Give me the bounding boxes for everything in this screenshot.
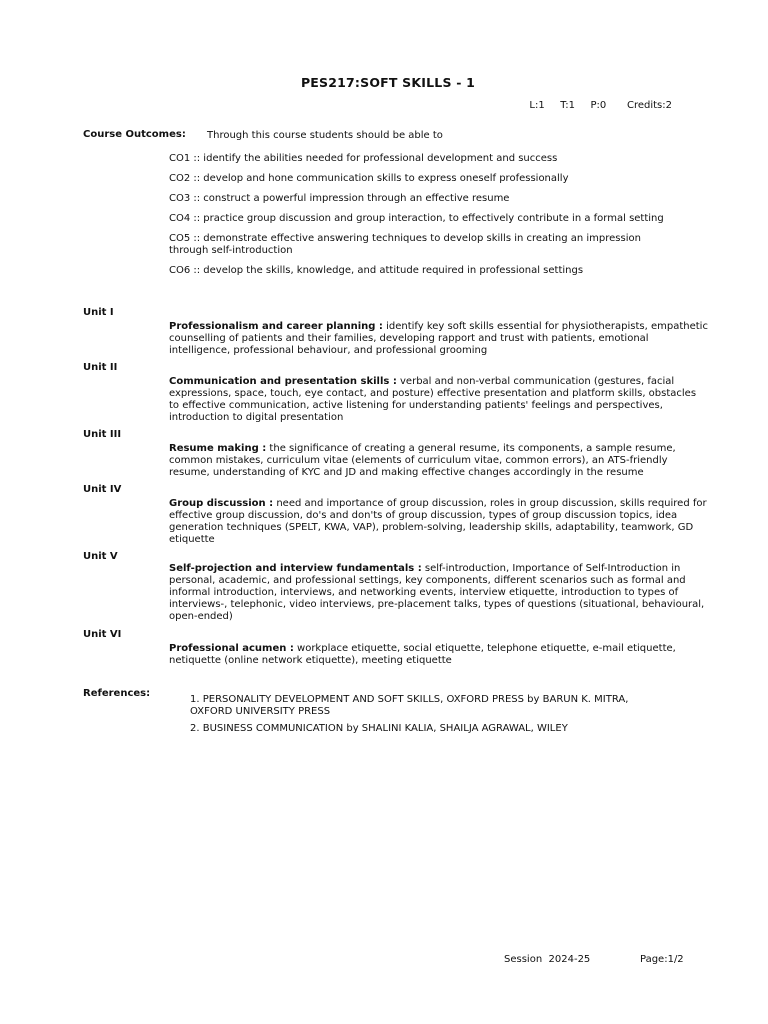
unit-heading: Professional acumen : bbox=[169, 643, 294, 654]
course-outcome-item: CO6 :: develop the skills, knowledge, and attitude required in professional settings bbox=[169, 265, 584, 276]
course-outcome-item: CO2 :: develop and hone communication skills to express oneself professionally bbox=[169, 173, 569, 184]
footer-page-number: Page:1/2 bbox=[640, 954, 684, 965]
references-list bbox=[190, 694, 670, 740]
course-outcomes-label: Course Outcomes: bbox=[83, 129, 186, 140]
unit-description bbox=[169, 443, 709, 479]
unit-text: identify key soft skills essential for physiotherapists, empathetic counselling of patients and their families, developing rapport and trust with patients, emotional intelligence, professional behaviour, and professional grooming bbox=[169, 321, 708, 356]
unit-text: workplace etiquette, social etiquette, telephone etiquette, e-mail etiquette, netiquette (online network etiquette), meeting etiquette bbox=[169, 643, 676, 666]
course-outcome-item: CO1 :: identify the abilities needed for professional development and success bbox=[169, 153, 558, 164]
unit-label: Unit II bbox=[83, 362, 118, 373]
unit-text: self-introduction, Importance of Self-Introduction in personal, academic, and professional settings, key components, different scenarios such as formal and informal introduction, interviews, and networking events, interview etiquette, introduction to types of interviews-, telephonic, video interviews, pre-placement talks, types of questions (situational, behavioural, open-ended) bbox=[169, 563, 705, 622]
unit-description bbox=[169, 563, 709, 623]
reference-item: 1. PERSONALITY DEVELOPMENT AND SOFT SKILLS, OXFORD PRESS by BARUN K. MITRA, OXFORD UNIVERSITY PRESS bbox=[190, 694, 629, 717]
unit-text: need and importance of group discussion, roles in group discussion, skills required for effective group discussion, do's and don'ts of group discussion, types of group discussion topics, idea generation techniques (SPELT, KWA, VAP), problem-solving, leadership skills, adaptability, teamwork, GD etiquette bbox=[169, 498, 707, 545]
unit-label: Unit III bbox=[83, 429, 122, 440]
unit-label: Unit VI bbox=[83, 629, 122, 640]
course-outcome-item: CO5 :: demonstrate effective answering techniques to develop skills in creating an impression through self-introduction bbox=[169, 233, 641, 256]
unit-heading: Professionalism and career planning : bbox=[169, 321, 383, 332]
footer-session: Session 2024-25 bbox=[504, 954, 591, 965]
unit-label: Unit IV bbox=[83, 484, 122, 495]
course-outcome-item: CO3 :: construct a powerful impression through an effective resume bbox=[169, 193, 510, 204]
credits-line: L:1 T:1 P:0 Credits:2 bbox=[529, 100, 672, 111]
course-outcomes-intro: Through this course students should be able to bbox=[207, 130, 443, 141]
unit-description bbox=[169, 321, 709, 357]
unit-heading: Resume making : bbox=[169, 443, 267, 454]
unit-label: Unit V bbox=[83, 551, 118, 562]
reference-item: 2. BUSINESS COMMUNICATION by SHALINI KALIA, SHAILJA AGRAWAL, WILEY bbox=[190, 723, 568, 734]
unit-text: the significance of creating a general resume, its components, a sample resume, common mistakes, curriculum vitae (elements of curriculum vitae, common errors), an ATS-friendly resume, understanding of KYC and JD and making effective changes accordingly in the resume bbox=[169, 443, 676, 478]
unit-heading: Group discussion : bbox=[169, 498, 274, 509]
unit-heading: Self-projection and interview fundamentals : bbox=[169, 563, 422, 574]
page-title: PES217:SOFT SKILLS - 1 bbox=[300, 75, 476, 90]
course-outcome-item: CO4 :: practice group discussion and group interaction, to effectively contribute in a formal setting bbox=[169, 213, 664, 224]
unit-text: verbal and non-verbal communication (gestures, facial expressions, space, touch, eye contact, and posture) effective presentation and platform skills, obstacles to effective communication, active listening for understanding patients' feelings and perspectives, introduction to digital presentation bbox=[169, 376, 697, 423]
references-label: References: bbox=[83, 688, 151, 699]
unit-description bbox=[169, 376, 709, 424]
unit-description bbox=[169, 643, 709, 667]
unit-description bbox=[169, 498, 709, 546]
course-outcomes-list bbox=[169, 153, 669, 285]
unit-heading: Communication and presentation skills : bbox=[169, 376, 397, 387]
unit-label: Unit I bbox=[83, 307, 114, 318]
